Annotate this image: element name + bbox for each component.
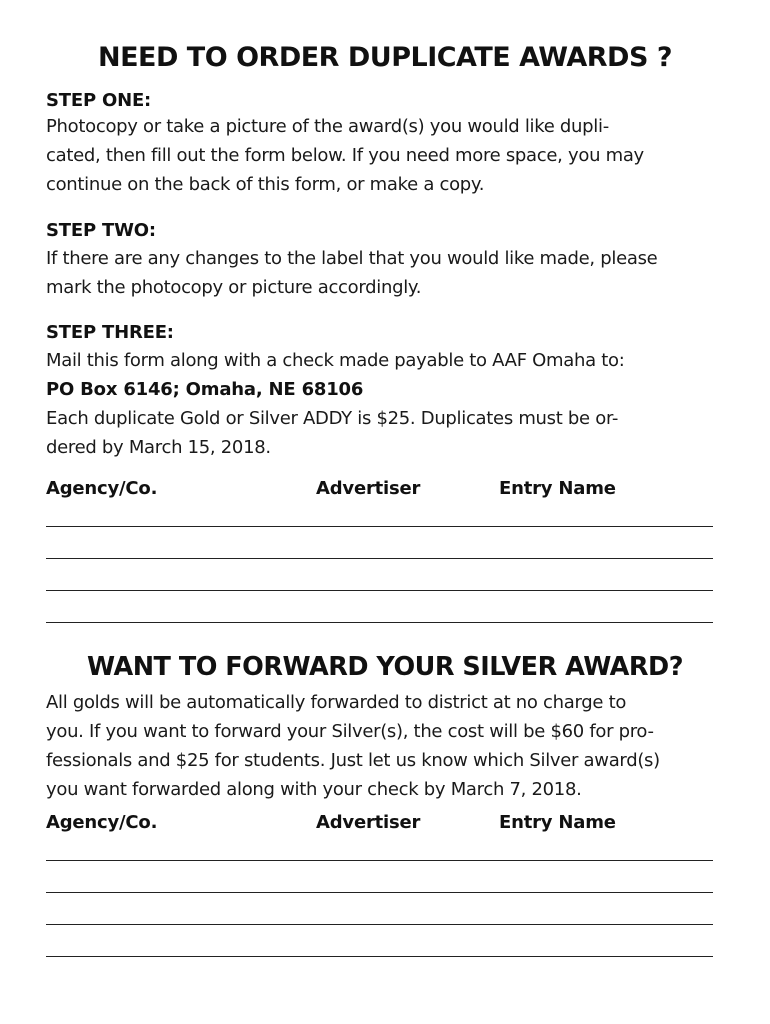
step-one-line: continue on the back of this form, or make a copy. [46, 174, 485, 195]
column-agency: Agency/Co. [46, 812, 158, 833]
step-one-line: cated, then fill out the form below. If you need more space, you may [46, 145, 644, 166]
forward-line: fessionals and $25 for students. Just let us know which Silver award(s) [46, 750, 660, 771]
page-title: NEED TO ORDER DUPLICATE AWARDS ? [98, 42, 672, 73]
section-title: WANT TO FORWARD YOUR SILVER AWARD? [86, 652, 684, 682]
forward-line: you want forwarded along with your check by March 7, 2018. [46, 779, 582, 800]
column-advertiser: Advertiser [316, 478, 421, 499]
blank-entry-line[interactable] [46, 892, 713, 893]
step-two-line: If there are any changes to the label that you would like made, please [46, 248, 658, 269]
blank-entry-line[interactable] [46, 924, 713, 925]
blank-entry-line[interactable] [46, 590, 713, 591]
mailing-address: PO Box 6146; Omaha, NE 68106 [46, 379, 364, 400]
step-three-mail-line: Mail this form along with a check made payable to AAF Omaha to: [46, 350, 625, 371]
step-one-text [46, 112, 726, 199]
step-three-line: Each duplicate Gold or Silver ADDY is $25. Duplicates must be or- [46, 408, 619, 429]
column-advertiser: Advertiser [316, 812, 421, 833]
column-agency: Agency/Co. [46, 478, 158, 499]
blank-entry-line[interactable] [46, 956, 713, 957]
forward-line: you. If you want to forward your Silver(s), the cost will be $60 for pro- [46, 721, 654, 742]
step-three-line [46, 346, 726, 375]
step-three-text [46, 404, 726, 462]
column-entry-name: Entry Name [499, 478, 616, 499]
step-one-line: Photocopy or take a picture of the award(s) you would like dupli- [46, 116, 609, 137]
forward-text [46, 688, 726, 804]
blank-entry-line[interactable] [46, 558, 713, 559]
step-one-heading: STEP ONE: [46, 90, 152, 111]
step-two-heading: STEP TWO: [46, 220, 156, 241]
forward-line: All golds will be automatically forwarded to district at no charge to [46, 692, 627, 713]
step-two-text [46, 244, 726, 302]
blank-entry-line[interactable] [46, 526, 713, 527]
step-three-line: dered by March 15, 2018. [46, 437, 271, 458]
blank-entry-line[interactable] [46, 622, 713, 623]
step-two-line: mark the photocopy or picture accordingly. [46, 277, 422, 298]
blank-entry-line[interactable] [46, 860, 713, 861]
step-three-heading: STEP THREE: [46, 322, 174, 343]
column-entry-name: Entry Name [499, 812, 616, 833]
